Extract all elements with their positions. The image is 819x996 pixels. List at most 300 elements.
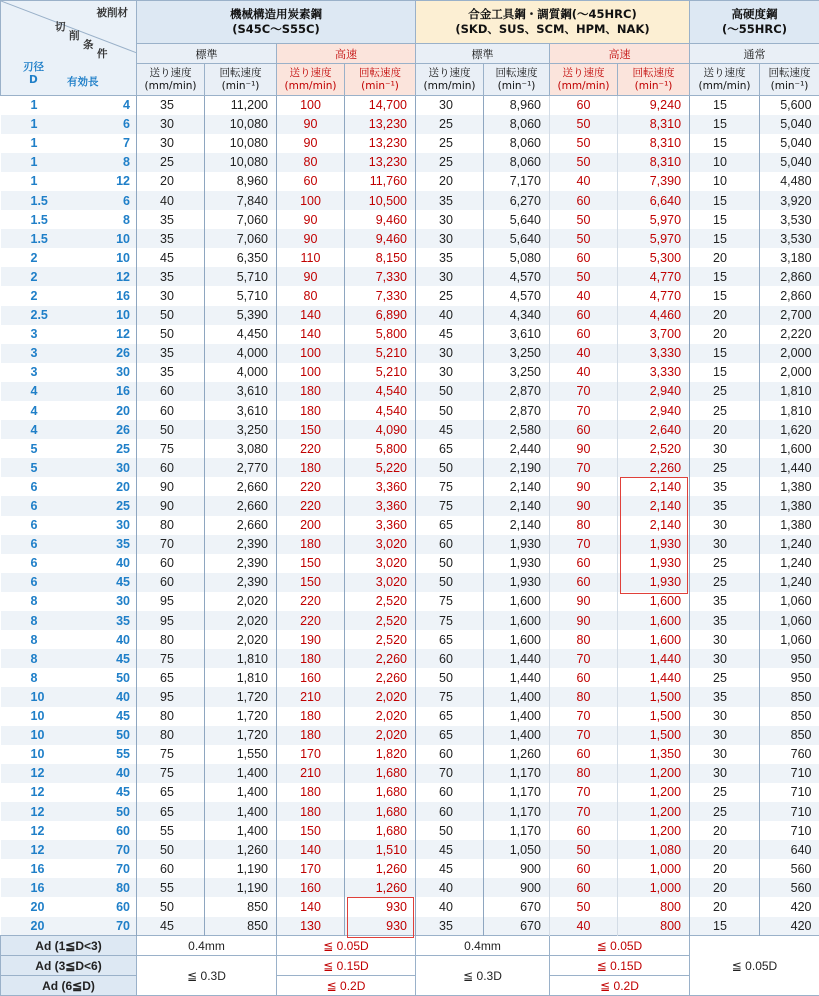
carbon-fast-rpm: 9,460 — [345, 210, 416, 229]
diameter-cell: 6 — [1, 554, 64, 573]
table-row — [1, 649, 819, 668]
hardened-feed: 25 — [690, 802, 760, 821]
table-row — [1, 611, 819, 630]
hardened-rpm: 4,480 — [760, 172, 819, 191]
length-cell: 20 — [64, 401, 137, 420]
carbon-std-rpm: 5,710 — [205, 267, 277, 286]
carbon-std-rpm: 2,390 — [205, 535, 277, 554]
diameter-cell: 5 — [1, 439, 64, 458]
alloy-fast-feed: 80 — [550, 516, 618, 535]
carbon-fast-rpm: 1,680 — [345, 764, 416, 783]
carbon-fast-feed: 210 — [277, 764, 345, 783]
alloy-std-feed: 65 — [416, 707, 484, 726]
carbon-fast-feed: 180 — [277, 726, 345, 745]
diameter-cell: 12 — [1, 840, 64, 859]
length-cell: 70 — [64, 917, 137, 936]
carbon-std-rpm: 1,550 — [205, 745, 277, 764]
carbon-std-rpm: 7,060 — [205, 229, 277, 248]
alloy-std-rpm: 1,930 — [484, 573, 550, 592]
length-cell: 30 — [64, 592, 137, 611]
alloy-std-rpm: 1,400 — [484, 707, 550, 726]
table-row — [1, 172, 819, 191]
diameter-cell: 1.5 — [1, 229, 64, 248]
hardened-rpm: 560 — [760, 878, 819, 897]
table-row — [1, 439, 819, 458]
hardened-feed: 25 — [690, 573, 760, 592]
hardened-rpm: 1,810 — [760, 382, 819, 401]
alloy-std-rpm: 8,960 — [484, 96, 550, 115]
alloy-std-feed: 50 — [416, 573, 484, 592]
hardened-rpm: 2,860 — [760, 267, 819, 286]
unit-value: (min⁻¹) — [618, 80, 689, 93]
alloy-std-feed: 30 — [416, 344, 484, 363]
hardened-rpm: 2,220 — [760, 325, 819, 344]
alloy-std-rpm: 5,080 — [484, 248, 550, 267]
alloy-std-rpm: 2,580 — [484, 420, 550, 439]
ad-carbon-fast-small: ≦ 0.05D — [277, 936, 416, 956]
group-subtitle: (SKD、SUS、SCM、HPM、NAK) — [416, 22, 689, 37]
alloy-std-feed: 30 — [416, 229, 484, 248]
spindle-speed-header — [760, 64, 819, 96]
carbon-fast-rpm: 13,230 — [345, 153, 416, 172]
length-cell: 50 — [64, 726, 137, 745]
carbon-fast-rpm: 2,260 — [345, 649, 416, 668]
carbon-std-feed: 45 — [137, 917, 205, 936]
alloy-fast-feed: 90 — [550, 439, 618, 458]
hardened-feed: 30 — [690, 439, 760, 458]
diameter-cell: 1.5 — [1, 191, 64, 210]
carbon-fast-feed: 170 — [277, 859, 345, 878]
table-row — [1, 859, 819, 878]
diameter-cell: 8 — [1, 668, 64, 687]
alloy-fast-feed: 40 — [550, 286, 618, 305]
ad-alloy-std-small: 0.4mm — [416, 936, 550, 956]
length-cell: 60 — [64, 897, 137, 916]
hardened-feed: 20 — [690, 248, 760, 267]
alloy-fast-feed: 60 — [550, 821, 618, 840]
carbon-std-feed: 75 — [137, 764, 205, 783]
length-cell: 20 — [64, 477, 137, 496]
length-cell: 10 — [64, 306, 137, 325]
carbon-fast-rpm: 1,680 — [345, 821, 416, 840]
ad-label-small: Ad (1≦D<3) — [1, 936, 137, 956]
alloy-std-rpm: 670 — [484, 917, 550, 936]
hardened-feed: 35 — [690, 611, 760, 630]
carbon-std-feed: 95 — [137, 611, 205, 630]
alloy-std-rpm: 1,600 — [484, 630, 550, 649]
hardened-feed: 15 — [690, 96, 760, 115]
table-row — [1, 668, 819, 687]
length-cell: 10 — [64, 229, 137, 248]
table-row — [1, 592, 819, 611]
length-cell: 40 — [64, 630, 137, 649]
alloy-std-feed: 45 — [416, 840, 484, 859]
hardened-rpm: 560 — [760, 859, 819, 878]
hardened-rpm: 850 — [760, 687, 819, 706]
carbon-std-rpm: 1,260 — [205, 840, 277, 859]
length-cell: 40 — [64, 554, 137, 573]
diameter-cell: 10 — [1, 687, 64, 706]
table-row — [1, 707, 819, 726]
carbon-fast-feed: 200 — [277, 516, 345, 535]
alloy-std-feed: 50 — [416, 821, 484, 840]
alloy-std-feed: 60 — [416, 802, 484, 821]
hardened-feed: 30 — [690, 649, 760, 668]
diameter-cell: 1 — [1, 96, 64, 115]
diameter-label: 刃径 — [23, 59, 44, 74]
alloy-fast-rpm: 2,140 — [618, 477, 690, 496]
hardened-feed: 25 — [690, 382, 760, 401]
alloy-fast-rpm: 800 — [618, 917, 690, 936]
carbon-std-feed: 35 — [137, 229, 205, 248]
alloy-std-feed: 40 — [416, 306, 484, 325]
carbon-fast-rpm: 930 — [345, 917, 416, 936]
hardened-feed: 20 — [690, 897, 760, 916]
alloy-std-rpm: 1,170 — [484, 821, 550, 840]
hardened-feed: 20 — [690, 859, 760, 878]
length-cell: 12 — [64, 267, 137, 286]
unit-value: (mm/min) — [277, 80, 344, 93]
table-row — [1, 96, 819, 115]
unit-value: (mm/min) — [416, 80, 483, 93]
length-cell: 26 — [64, 344, 137, 363]
carbon-std-feed: 20 — [137, 172, 205, 191]
alloy-std-rpm: 3,610 — [484, 325, 550, 344]
alloy-std-feed: 75 — [416, 496, 484, 515]
table-row — [1, 573, 819, 592]
carbon-fast-rpm: 5,210 — [345, 344, 416, 363]
alloy-std-rpm: 1,600 — [484, 592, 550, 611]
carbon-std-feed: 30 — [137, 134, 205, 153]
table-row — [1, 382, 819, 401]
unit-title: 送り速度 — [277, 67, 344, 80]
alloy-std-rpm: 1,440 — [484, 649, 550, 668]
table-row — [1, 115, 819, 134]
carbon-fast-feed: 140 — [277, 897, 345, 916]
carbon-std-rpm: 8,960 — [205, 172, 277, 191]
alloy-fast-feed: 70 — [550, 707, 618, 726]
hardened-feed: 25 — [690, 668, 760, 687]
alloy-fast-rpm: 4,770 — [618, 286, 690, 305]
hardened-rpm: 1,240 — [760, 573, 819, 592]
mode-high-speed: 高速 — [277, 44, 416, 64]
hardened-feed: 20 — [690, 821, 760, 840]
carbon-fast-feed: 220 — [277, 439, 345, 458]
table-row — [1, 286, 819, 305]
carbon-std-feed: 90 — [137, 496, 205, 515]
alloy-std-rpm: 670 — [484, 897, 550, 916]
carbon-std-rpm: 4,000 — [205, 344, 277, 363]
alloy-std-rpm: 1,440 — [484, 668, 550, 687]
table-row — [1, 248, 819, 267]
length-cell: 6 — [64, 191, 137, 210]
diameter-cell: 2.5 — [1, 306, 64, 325]
carbon-std-rpm: 10,080 — [205, 134, 277, 153]
table-row — [1, 726, 819, 745]
feed-rate-header — [550, 64, 618, 96]
length-cell: 45 — [64, 573, 137, 592]
alloy-std-feed: 75 — [416, 592, 484, 611]
diameter-cell: 12 — [1, 764, 64, 783]
hardened-rpm: 1,380 — [760, 477, 819, 496]
mode-standard: 標準 — [137, 44, 277, 64]
hardened-feed: 15 — [690, 134, 760, 153]
unit-value: (mm/min) — [690, 80, 759, 93]
carbon-fast-feed: 100 — [277, 96, 345, 115]
hardened-feed: 20 — [690, 306, 760, 325]
group-title: 機械構造用炭素鋼 — [137, 7, 415, 22]
table-row — [1, 687, 819, 706]
carbon-fast-rpm: 7,330 — [345, 286, 416, 305]
alloy-fast-feed: 70 — [550, 382, 618, 401]
table-row — [1, 363, 819, 382]
conditions-char-2: 削 — [69, 28, 80, 43]
hardened-rpm: 710 — [760, 802, 819, 821]
unit-title: 送り速度 — [137, 67, 204, 80]
alloy-fast-feed: 80 — [550, 764, 618, 783]
table-row — [1, 306, 819, 325]
hardened-feed: 15 — [690, 363, 760, 382]
carbon-fast-feed: 180 — [277, 802, 345, 821]
alloy-std-feed: 30 — [416, 363, 484, 382]
length-cell: 35 — [64, 535, 137, 554]
unit-title: 送り速度 — [550, 67, 617, 80]
hardened-feed: 25 — [690, 401, 760, 420]
hardened-rpm: 2,000 — [760, 344, 819, 363]
table-row — [1, 745, 819, 764]
alloy-std-feed: 65 — [416, 726, 484, 745]
alloy-std-rpm: 2,140 — [484, 516, 550, 535]
alloy-std-rpm: 4,340 — [484, 306, 550, 325]
length-cell: 16 — [64, 382, 137, 401]
carbon-fast-rpm: 1,510 — [345, 840, 416, 859]
alloy-fast-rpm: 1,930 — [618, 573, 690, 592]
carbon-std-rpm: 1,190 — [205, 878, 277, 897]
alloy-std-feed: 25 — [416, 153, 484, 172]
spindle-speed-header — [205, 64, 277, 96]
hardened-feed: 15 — [690, 229, 760, 248]
table-row — [1, 420, 819, 439]
alloy-std-rpm: 8,060 — [484, 134, 550, 153]
alloy-fast-feed: 40 — [550, 344, 618, 363]
carbon-fast-rpm: 5,800 — [345, 439, 416, 458]
alloy-fast-feed: 90 — [550, 496, 618, 515]
table-row — [1, 897, 819, 916]
alloy-fast-rpm: 5,300 — [618, 248, 690, 267]
unit-title: 回転速度 — [205, 67, 276, 80]
carbon-fast-feed: 150 — [277, 821, 345, 840]
carbon-std-feed: 35 — [137, 210, 205, 229]
carbon-fast-feed: 130 — [277, 917, 345, 936]
carbon-fast-feed: 160 — [277, 878, 345, 897]
carbon-fast-rpm: 10,500 — [345, 191, 416, 210]
alloy-std-feed: 60 — [416, 783, 484, 802]
hardened-rpm: 710 — [760, 783, 819, 802]
carbon-std-feed: 65 — [137, 668, 205, 687]
alloy-fast-feed: 60 — [550, 248, 618, 267]
carbon-std-feed: 75 — [137, 649, 205, 668]
alloy-fast-rpm: 2,940 — [618, 382, 690, 401]
carbon-std-feed: 60 — [137, 573, 205, 592]
table-row — [1, 325, 819, 344]
carbon-fast-feed: 150 — [277, 573, 345, 592]
diameter-cell: 4 — [1, 420, 64, 439]
alloy-fast-rpm: 4,770 — [618, 267, 690, 286]
carbon-fast-feed: 90 — [277, 267, 345, 286]
ad-carbon-fast-mid: ≦ 0.15D — [277, 956, 416, 976]
length-cell: 40 — [64, 764, 137, 783]
carbon-fast-rpm: 3,360 — [345, 516, 416, 535]
carbon-std-rpm: 2,390 — [205, 573, 277, 592]
alloy-fast-rpm: 1,080 — [618, 840, 690, 859]
length-cell: 25 — [64, 496, 137, 515]
length-cell: 50 — [64, 802, 137, 821]
hardened-feed: 30 — [690, 726, 760, 745]
length-cell: 80 — [64, 878, 137, 897]
carbon-fast-feed: 180 — [277, 707, 345, 726]
carbon-std-feed: 75 — [137, 439, 205, 458]
alloy-std-rpm: 1,930 — [484, 554, 550, 573]
hardened-feed: 15 — [690, 115, 760, 134]
alloy-std-rpm: 1,170 — [484, 802, 550, 821]
alloy-fast-feed: 60 — [550, 859, 618, 878]
carbon-std-rpm: 1,810 — [205, 668, 277, 687]
diameter-cell: 20 — [1, 917, 64, 936]
hardened-feed: 15 — [690, 917, 760, 936]
carbon-std-feed: 70 — [137, 535, 205, 554]
alloy-std-rpm: 3,250 — [484, 363, 550, 382]
alloy-fast-rpm: 9,240 — [618, 96, 690, 115]
hardened-rpm: 760 — [760, 745, 819, 764]
length-cell: 8 — [64, 153, 137, 172]
diameter-cell: 8 — [1, 611, 64, 630]
diameter-cell: 2 — [1, 286, 64, 305]
alloy-fast-rpm: 4,460 — [618, 306, 690, 325]
carbon-fast-rpm: 1,820 — [345, 745, 416, 764]
alloy-fast-feed: 60 — [550, 878, 618, 897]
alloy-fast-rpm: 3,330 — [618, 344, 690, 363]
carbon-std-rpm: 7,060 — [205, 210, 277, 229]
carbon-fast-rpm: 4,090 — [345, 420, 416, 439]
length-cell: 50 — [64, 668, 137, 687]
carbon-fast-rpm: 1,680 — [345, 783, 416, 802]
carbon-std-feed: 25 — [137, 153, 205, 172]
hardened-feed: 20 — [690, 840, 760, 859]
carbon-fast-rpm: 11,760 — [345, 172, 416, 191]
unit-value: (min⁻¹) — [760, 80, 819, 93]
hardened-rpm: 2,700 — [760, 306, 819, 325]
alloy-std-feed: 25 — [416, 286, 484, 305]
spindle-speed-header — [484, 64, 550, 96]
carbon-std-rpm: 5,710 — [205, 286, 277, 305]
carbon-fast-feed: 180 — [277, 783, 345, 802]
carbon-std-rpm: 2,660 — [205, 516, 277, 535]
table-row — [1, 802, 819, 821]
alloy-std-rpm: 8,060 — [484, 153, 550, 172]
ad-carbon-std-small: 0.4mm — [137, 936, 277, 956]
length-cell: 7 — [64, 134, 137, 153]
alloy-fast-feed: 60 — [550, 191, 618, 210]
alloy-std-feed: 30 — [416, 210, 484, 229]
ad-alloy-fast-small: ≦ 0.05D — [550, 936, 690, 956]
alloy-fast-rpm: 3,700 — [618, 325, 690, 344]
diameter-cell: 3 — [1, 363, 64, 382]
hardened-feed: 20 — [690, 325, 760, 344]
carbon-fast-rpm: 2,020 — [345, 726, 416, 745]
diameter-cell: 4 — [1, 401, 64, 420]
alloy-std-rpm: 1,170 — [484, 764, 550, 783]
alloy-std-rpm: 1,050 — [484, 840, 550, 859]
alloy-std-feed: 35 — [416, 191, 484, 210]
alloy-std-feed: 50 — [416, 554, 484, 573]
diameter-cell: 1 — [1, 134, 64, 153]
diameter-cell: 10 — [1, 726, 64, 745]
carbon-fast-rpm: 1,260 — [345, 859, 416, 878]
carbon-std-rpm: 1,810 — [205, 649, 277, 668]
alloy-std-rpm: 2,870 — [484, 401, 550, 420]
alloy-fast-feed: 50 — [550, 210, 618, 229]
carbon-fast-rpm: 2,020 — [345, 687, 416, 706]
carbon-std-feed: 35 — [137, 344, 205, 363]
alloy-std-feed: 65 — [416, 630, 484, 649]
length-cell: 26 — [64, 420, 137, 439]
diameter-cell: 8 — [1, 649, 64, 668]
alloy-fast-feed: 40 — [550, 917, 618, 936]
carbon-fast-feed: 180 — [277, 382, 345, 401]
alloy-std-rpm: 2,140 — [484, 496, 550, 515]
carbon-fast-rpm: 3,020 — [345, 535, 416, 554]
carbon-std-rpm: 1,400 — [205, 764, 277, 783]
feed-rate-header — [690, 64, 760, 96]
unit-value: (min⁻¹) — [205, 80, 276, 93]
alloy-fast-rpm: 6,640 — [618, 191, 690, 210]
table-row — [1, 134, 819, 153]
length-cell: 55 — [64, 745, 137, 764]
table-row — [1, 878, 819, 897]
hardened-rpm: 1,620 — [760, 420, 819, 439]
table-row — [1, 344, 819, 363]
hardened-rpm: 420 — [760, 897, 819, 916]
alloy-std-feed: 75 — [416, 477, 484, 496]
ad-alloy-fast-mid: ≦ 0.15D — [550, 956, 690, 976]
hardened-feed: 30 — [690, 707, 760, 726]
carbon-std-rpm: 2,390 — [205, 554, 277, 573]
carbon-std-rpm: 2,660 — [205, 477, 277, 496]
diameter-cell: 12 — [1, 802, 64, 821]
carbon-std-rpm: 2,020 — [205, 592, 277, 611]
carbon-std-rpm: 3,250 — [205, 420, 277, 439]
alloy-fast-rpm: 1,930 — [618, 554, 690, 573]
hardened-feed: 35 — [690, 477, 760, 496]
carbon-std-rpm: 10,080 — [205, 153, 277, 172]
length-cell: 60 — [64, 821, 137, 840]
hardened-feed: 25 — [690, 554, 760, 573]
hardened-rpm: 950 — [760, 668, 819, 687]
carbon-fast-rpm: 3,360 — [345, 477, 416, 496]
diameter-cell: 3 — [1, 344, 64, 363]
table-row — [1, 821, 819, 840]
table-row — [1, 630, 819, 649]
carbon-std-feed: 80 — [137, 630, 205, 649]
carbon-std-feed: 75 — [137, 745, 205, 764]
alloy-std-rpm: 5,640 — [484, 210, 550, 229]
carbon-fast-feed: 180 — [277, 649, 345, 668]
ad-carbon-std-rest: ≦ 0.3D — [137, 956, 277, 996]
carbon-std-rpm: 2,020 — [205, 630, 277, 649]
table-row — [1, 917, 819, 936]
alloy-std-rpm: 2,440 — [484, 439, 550, 458]
diameter-cell: 1 — [1, 115, 64, 134]
